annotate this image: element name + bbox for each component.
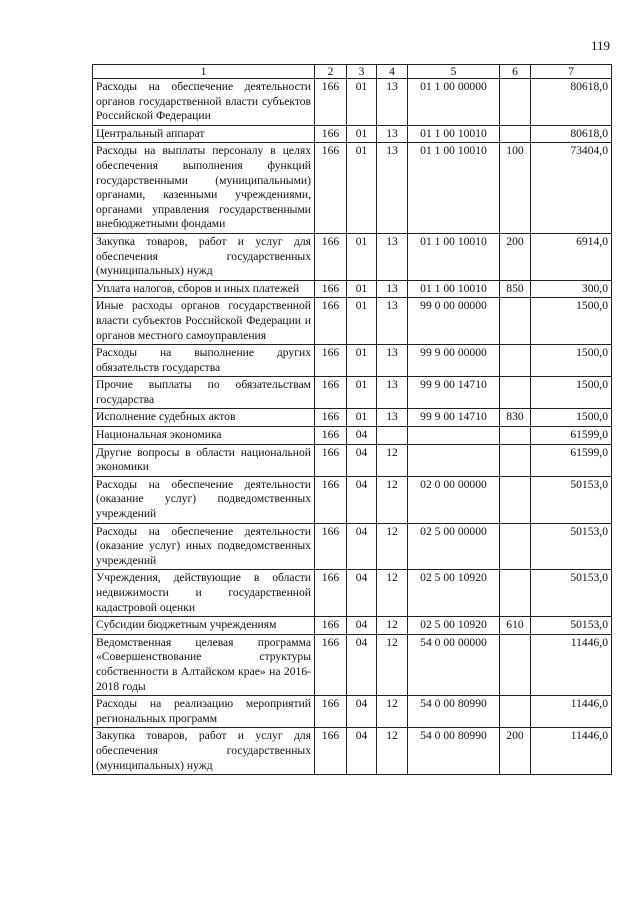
budget-table: [92, 64, 612, 775]
section-code-cell: 04: [347, 427, 377, 445]
target-article-cell: 99 9 00 14710: [408, 377, 500, 409]
col-header-1: 1: [93, 65, 315, 79]
table-body: [93, 79, 612, 775]
expense-name-cell: Учреждения, действующие в области недвижимости и государственной кадастровой оценки: [93, 570, 315, 617]
expense-name-cell: Расходы на обеспечение деятельности органов государственной власти субъектов Российской Федерации: [93, 79, 315, 126]
expense-type-cell: [500, 696, 531, 728]
expense-name-cell: Расходы на выполнение других обязательств государства: [93, 345, 315, 377]
subsection-code-cell: 12: [377, 570, 408, 617]
subsection-code-cell: 13: [377, 298, 408, 345]
target-article-cell: 54 0 00 80990: [408, 728, 500, 775]
subsection-code-cell: 12: [377, 634, 408, 695]
ministry-code-cell: 166: [315, 634, 347, 695]
subsection-code-cell: 12: [377, 617, 408, 635]
table-row: [93, 143, 612, 234]
section-code-cell: 01: [347, 377, 377, 409]
header-row: [93, 65, 612, 79]
ministry-code-cell: 166: [315, 280, 347, 298]
expense-type-cell: [500, 523, 531, 570]
target-article-cell: 01 1 00 10010: [408, 280, 500, 298]
ministry-code-cell: 166: [315, 143, 347, 234]
amount-cell: 11446,0: [531, 728, 612, 775]
subsection-code-cell: 12: [377, 728, 408, 775]
expense-type-cell: 610: [500, 617, 531, 635]
section-code-cell: 04: [347, 570, 377, 617]
expense-type-cell: 830: [500, 409, 531, 427]
ministry-code-cell: 166: [315, 427, 347, 445]
section-code-cell: 04: [347, 476, 377, 523]
expense-type-cell: [500, 634, 531, 695]
expense-name-cell: Уплата налогов, сборов и иных платежей: [93, 280, 315, 298]
subsection-code-cell: 13: [377, 79, 408, 126]
ministry-code-cell: 166: [315, 476, 347, 523]
col-header-6: 6: [500, 65, 531, 79]
expense-name-cell: Расходы на обеспечение деятельности (оказание услуг) иных подведомственных учреждений: [93, 523, 315, 570]
table-row: [93, 298, 612, 345]
target-article-cell: 02 5 00 00000: [408, 523, 500, 570]
subsection-code-cell: 12: [377, 523, 408, 570]
ministry-code-cell: 166: [315, 444, 347, 476]
amount-cell: 50153,0: [531, 617, 612, 635]
target-article-cell: 01 1 00 10010: [408, 233, 500, 280]
expense-type-cell: [500, 427, 531, 445]
expense-name-cell: Ведомственная целевая программа «Совершенствование структуры собственности в Алтайском крае» на 2016-2018 годы: [93, 634, 315, 695]
section-code-cell: 04: [347, 617, 377, 635]
target-article-cell: 54 0 00 80990: [408, 696, 500, 728]
expense-name-cell: Расходы на обеспечение деятельности (оказание услуг) подведомственных учреждений: [93, 476, 315, 523]
amount-cell: 80618,0: [531, 79, 612, 126]
col-header-2: 2: [315, 65, 347, 79]
expense-name-cell: Расходы на реализацию мероприятий региональных программ: [93, 696, 315, 728]
target-article-cell: [408, 427, 500, 445]
table-row: [93, 280, 612, 298]
expense-type-cell: [500, 345, 531, 377]
expense-name-cell: Прочие выплаты по обязательствам государства: [93, 377, 315, 409]
section-code-cell: 01: [347, 79, 377, 126]
subsection-code-cell: 12: [377, 444, 408, 476]
section-code-cell: 04: [347, 523, 377, 570]
ministry-code-cell: 166: [315, 696, 347, 728]
section-code-cell: 04: [347, 634, 377, 695]
expense-name-cell: Расходы на выплаты персоналу в целях обеспечения выполнения функций государственными (муниципальными) органами, казенными учреждениями, органами управления государственными внебюджетными фондами: [93, 143, 315, 234]
section-code-cell: 04: [347, 728, 377, 775]
table-row: [93, 125, 612, 143]
table-row: [93, 377, 612, 409]
ministry-code-cell: 166: [315, 409, 347, 427]
amount-cell: 11446,0: [531, 634, 612, 695]
section-code-cell: 01: [347, 233, 377, 280]
table-row: [93, 728, 612, 775]
subsection-code-cell: 12: [377, 476, 408, 523]
ministry-code-cell: 166: [315, 377, 347, 409]
target-article-cell: 01 1 00 10010: [408, 125, 500, 143]
table-row: [93, 476, 612, 523]
expense-name-cell: Другие вопросы в области национальной экономики: [93, 444, 315, 476]
expense-type-cell: [500, 444, 531, 476]
amount-cell: 1500,0: [531, 409, 612, 427]
expense-type-cell: [500, 476, 531, 523]
table-row: [93, 409, 612, 427]
section-code-cell: 04: [347, 444, 377, 476]
amount-cell: 1500,0: [531, 345, 612, 377]
section-code-cell: 01: [347, 143, 377, 234]
subsection-code-cell: 13: [377, 143, 408, 234]
subsection-code-cell: 13: [377, 125, 408, 143]
table-row: [93, 617, 612, 635]
target-article-cell: 54 0 00 00000: [408, 634, 500, 695]
table-row: [93, 345, 612, 377]
expense-name-cell: Центральный аппарат: [93, 125, 315, 143]
section-code-cell: 04: [347, 696, 377, 728]
table-row: [93, 233, 612, 280]
target-article-cell: 02 5 00 10920: [408, 570, 500, 617]
expense-type-cell: 850: [500, 280, 531, 298]
ministry-code-cell: 166: [315, 523, 347, 570]
subsection-code-cell: [377, 427, 408, 445]
target-article-cell: 02 5 00 10920: [408, 617, 500, 635]
col-header-3: 3: [347, 65, 377, 79]
target-article-cell: 99 9 00 14710: [408, 409, 500, 427]
ministry-code-cell: 166: [315, 345, 347, 377]
section-code-cell: 01: [347, 280, 377, 298]
subsection-code-cell: 13: [377, 280, 408, 298]
expense-type-cell: [500, 377, 531, 409]
table-row: [93, 696, 612, 728]
expense-type-cell: [500, 298, 531, 345]
amount-cell: 50153,0: [531, 570, 612, 617]
page-number: 119: [590, 38, 610, 53]
ministry-code-cell: 166: [315, 233, 347, 280]
ministry-code-cell: 166: [315, 728, 347, 775]
expense-name-cell: Закупка товаров, работ и услуг для обеспечения государственных (муниципальных) нужд: [93, 728, 315, 775]
table-row: [93, 570, 612, 617]
col-header-4: 4: [377, 65, 408, 79]
col-header-5: 5: [408, 65, 500, 79]
expense-type-cell: [500, 125, 531, 143]
amount-cell: 80618,0: [531, 125, 612, 143]
subsection-code-cell: 13: [377, 233, 408, 280]
subsection-code-cell: 13: [377, 345, 408, 377]
table-row: [93, 79, 612, 126]
amount-cell: 73404,0: [531, 143, 612, 234]
amount-cell: 1500,0: [531, 298, 612, 345]
amount-cell: 300,0: [531, 280, 612, 298]
amount-cell: 1500,0: [531, 377, 612, 409]
expense-name-cell: Национальная экономика: [93, 427, 315, 445]
amount-cell: 61599,0: [531, 427, 612, 445]
amount-cell: 50153,0: [531, 476, 612, 523]
subsection-code-cell: 12: [377, 696, 408, 728]
table-row: [93, 444, 612, 476]
amount-cell: 50153,0: [531, 523, 612, 570]
expense-name-cell: Субсидии бюджетным учреждениям: [93, 617, 315, 635]
subsection-code-cell: 13: [377, 377, 408, 409]
expense-type-cell: [500, 79, 531, 126]
ministry-code-cell: 166: [315, 298, 347, 345]
expense-name-cell: Исполнение судебных актов: [93, 409, 315, 427]
amount-cell: 6914,0: [531, 233, 612, 280]
table-row: [93, 523, 612, 570]
target-article-cell: 99 0 00 00000: [408, 298, 500, 345]
target-article-cell: 02 0 00 00000: [408, 476, 500, 523]
expense-type-cell: 100: [500, 143, 531, 234]
ministry-code-cell: 166: [315, 617, 347, 635]
section-code-cell: 01: [347, 409, 377, 427]
col-header-7: 7: [531, 65, 612, 79]
target-article-cell: 01 1 00 00000: [408, 79, 500, 126]
expense-type-cell: 200: [500, 728, 531, 775]
amount-cell: 11446,0: [531, 696, 612, 728]
expense-name-cell: Иные расходы органов государственной власти субъектов Российской Федерации и органов местного самоуправления: [93, 298, 315, 345]
target-article-cell: 01 1 00 10010: [408, 143, 500, 234]
ministry-code-cell: 166: [315, 79, 347, 126]
table-row: [93, 427, 612, 445]
subsection-code-cell: 13: [377, 409, 408, 427]
section-code-cell: 01: [347, 298, 377, 345]
table-row: [93, 634, 612, 695]
ministry-code-cell: 166: [315, 125, 347, 143]
ministry-code-cell: 166: [315, 570, 347, 617]
amount-cell: 61599,0: [531, 444, 612, 476]
section-code-cell: 01: [347, 125, 377, 143]
expense-name-cell: Закупка товаров, работ и услуг для обеспечения государственных (муниципальных) нужд: [93, 233, 315, 280]
target-article-cell: [408, 444, 500, 476]
target-article-cell: 99 9 00 00000: [408, 345, 500, 377]
expense-type-cell: [500, 570, 531, 617]
section-code-cell: 01: [347, 345, 377, 377]
expense-type-cell: 200: [500, 233, 531, 280]
